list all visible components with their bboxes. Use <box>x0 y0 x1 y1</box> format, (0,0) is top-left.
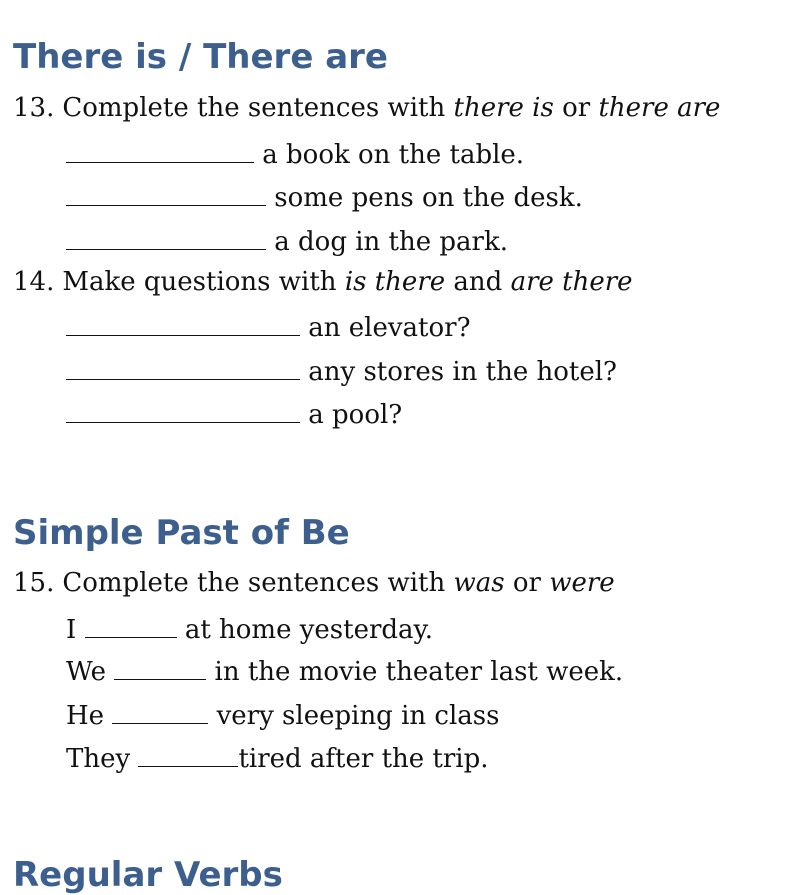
answer-blank[interactable] <box>138 744 238 767</box>
question-14 <box>13 269 633 295</box>
exercise-line <box>66 313 471 341</box>
exercise-line <box>66 744 489 772</box>
answer-blank[interactable] <box>66 313 300 336</box>
sentence-text: an elevator? <box>308 313 471 343</box>
term-were: were <box>549 568 615 598</box>
exercise-line <box>66 400 402 428</box>
question-number: 14. <box>13 267 55 297</box>
question-13 <box>13 95 720 121</box>
section-title-simple-past: Simple Past of Be <box>13 513 350 553</box>
sentence-subject: He <box>66 701 105 731</box>
exercise-line <box>66 615 433 643</box>
sentence-text: tired after the trip. <box>238 744 489 774</box>
instruction-text: Make questions with <box>62 267 337 297</box>
instruction-text: Complete the sentences with <box>62 568 446 598</box>
answer-blank[interactable] <box>85 615 177 638</box>
term-are-there: are there <box>510 267 633 297</box>
sentence-subject: We <box>66 657 106 687</box>
sentence-subject: They <box>66 744 131 774</box>
answer-blank[interactable] <box>66 183 266 206</box>
answer-blank[interactable] <box>66 400 300 423</box>
exercise-line <box>66 701 499 729</box>
sentence-subject: I <box>66 615 77 645</box>
term-is-there: is there <box>344 267 446 297</box>
question-number: 15. <box>13 568 55 598</box>
sentence-text: a dog in the park. <box>274 227 508 257</box>
sentence-text: very sleeping in class <box>216 701 500 731</box>
connector: or <box>562 93 591 123</box>
exercise-line <box>66 357 617 385</box>
exercise-line <box>66 657 623 685</box>
question-15 <box>13 570 615 596</box>
section-title-regular-verbs: Regular Verbs <box>13 855 283 895</box>
sentence-text: a pool? <box>308 400 403 430</box>
exercise-line <box>66 140 524 168</box>
sentence-text: a book on the table. <box>262 140 525 170</box>
exercise-line <box>66 183 583 211</box>
exercise-line <box>66 227 508 255</box>
term-there-are: there are <box>598 93 721 123</box>
question-number: 13. <box>13 93 55 123</box>
section-title-there-is: There is / There are <box>13 37 388 77</box>
connector: or <box>512 568 541 598</box>
answer-blank[interactable] <box>66 140 254 163</box>
sentence-text: in the movie theater last week. <box>214 657 624 687</box>
term-there-is: there is <box>453 93 554 123</box>
answer-blank[interactable] <box>66 227 266 250</box>
answer-blank[interactable] <box>112 701 208 724</box>
connector: and <box>453 267 503 297</box>
answer-blank[interactable] <box>114 657 206 680</box>
sentence-text: some pens on the desk. <box>274 183 583 213</box>
answer-blank[interactable] <box>66 357 300 380</box>
sentence-text: any stores in the hotel? <box>308 357 617 387</box>
term-was: was <box>453 568 505 598</box>
sentence-text: at home yesterday. <box>184 615 434 645</box>
instruction-text: Complete the sentences with <box>62 93 446 123</box>
